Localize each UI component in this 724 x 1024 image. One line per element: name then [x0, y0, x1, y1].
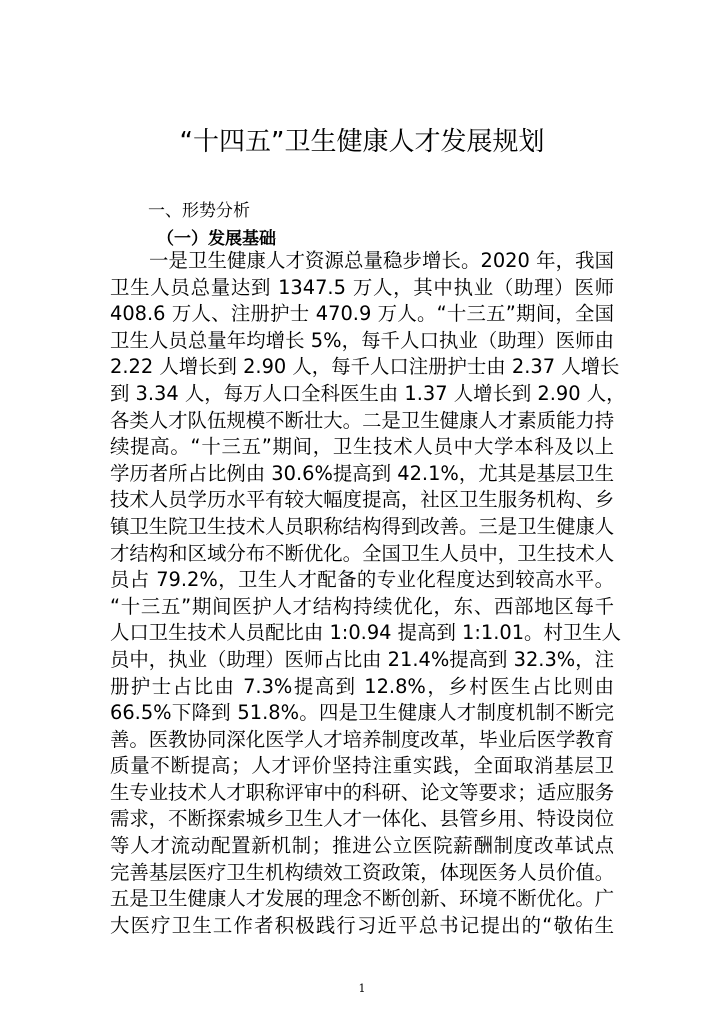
body-line: 册护士占比由 7.3%提高到 12.8%，乡村医生占比则由	[110, 674, 614, 698]
body-line: 卫生人员总量达到 1347.5 万人，其中执业（助理）医师	[110, 275, 614, 299]
body-line: 生专业技术人才职称评审中的科研、论文等要求；适应服务	[110, 780, 615, 804]
body-line: 学历者所占比例由 30.6%提高到 42.1%，尤其是基层卫生	[110, 461, 614, 485]
body-line: 员占 79.2%，卫生人才配备的专业化程度达到较高水平。	[110, 568, 614, 592]
body-line: 五是卫生健康人才发展的理念不断创新、环境不断优化。广	[110, 887, 615, 911]
body-line: 408.6 万人、注册护士 470.9 万人。“十三五”期间，全国	[110, 302, 614, 326]
body-paragraph	[110, 248, 626, 939]
body-line: 善。医教协同深化医学人才培养制度改革，毕业后医学教育	[110, 727, 615, 751]
body-line: 人口卫生技术人员配比由 1:0.94 提高到 1:1.01。村卫生人	[110, 621, 622, 645]
sub-heading: （一）发展基础	[157, 229, 276, 249]
section-heading: 一、形势分析	[148, 201, 250, 221]
body-line: 需求，不断探索城乡卫生人才一体化、县管乡用、特设岗位	[110, 807, 615, 831]
body-line: 等人才流动配置新机制；推进公立医院薪酬制度改革试点	[110, 834, 614, 858]
body-line: 2.22 人增长到 2.90 人，每千人口注册护士由 2.37 人增长	[110, 355, 620, 379]
body-line: 镇卫生院卫生技术人员职称结构得到改善。三是卫生健康人	[110, 514, 615, 538]
body-line: 完善基层医疗卫生机构绩效工资政策，体现医务人员价值。	[110, 860, 615, 884]
body-line: “十三五”期间医护人才结构持续优化，东、西部地区每千	[110, 594, 614, 618]
body-line: 66.5%下降到 51.8%。四是卫生健康人才制度机制不断完	[110, 701, 614, 725]
body-line: 才结构和区域分布不断优化。全国卫生人员中，卫生技术人	[110, 541, 615, 565]
page-number: 1	[358, 982, 366, 995]
document-title: “十四五”卫生健康人才发展规划	[179, 127, 545, 157]
body-line: 续提高。“十三五”期间，卫生技术人员中大学本科及以上	[110, 435, 614, 459]
body-line: 质量不断提高；人才评价坚持注重实践，全面取消基层卫	[110, 754, 614, 778]
body-line: 一是卫生健康人才资源总量稳步增长。2020 年，我国	[149, 249, 614, 272]
body-line: 大医疗卫生工作者积极践行习近平总书记提出的“敬佑生	[110, 913, 614, 937]
body-line: 各类人才队伍规模不断壮大。二是卫生健康人才素质能力持	[110, 408, 615, 432]
body-line: 技术人员学历水平有较大幅度提高，社区卫生服务机构、乡	[110, 488, 615, 512]
body-line: 到 3.34 人，每万人口全科医生由 1.37 人增长到 2.90 人，	[110, 381, 626, 405]
body-line: 卫生人员总量年均增长 5%，每千人口执业（助理）医师由	[110, 328, 614, 352]
body-line: 员中，执业（助理）医师占比由 21.4%提高到 32.3%，注	[110, 647, 614, 671]
